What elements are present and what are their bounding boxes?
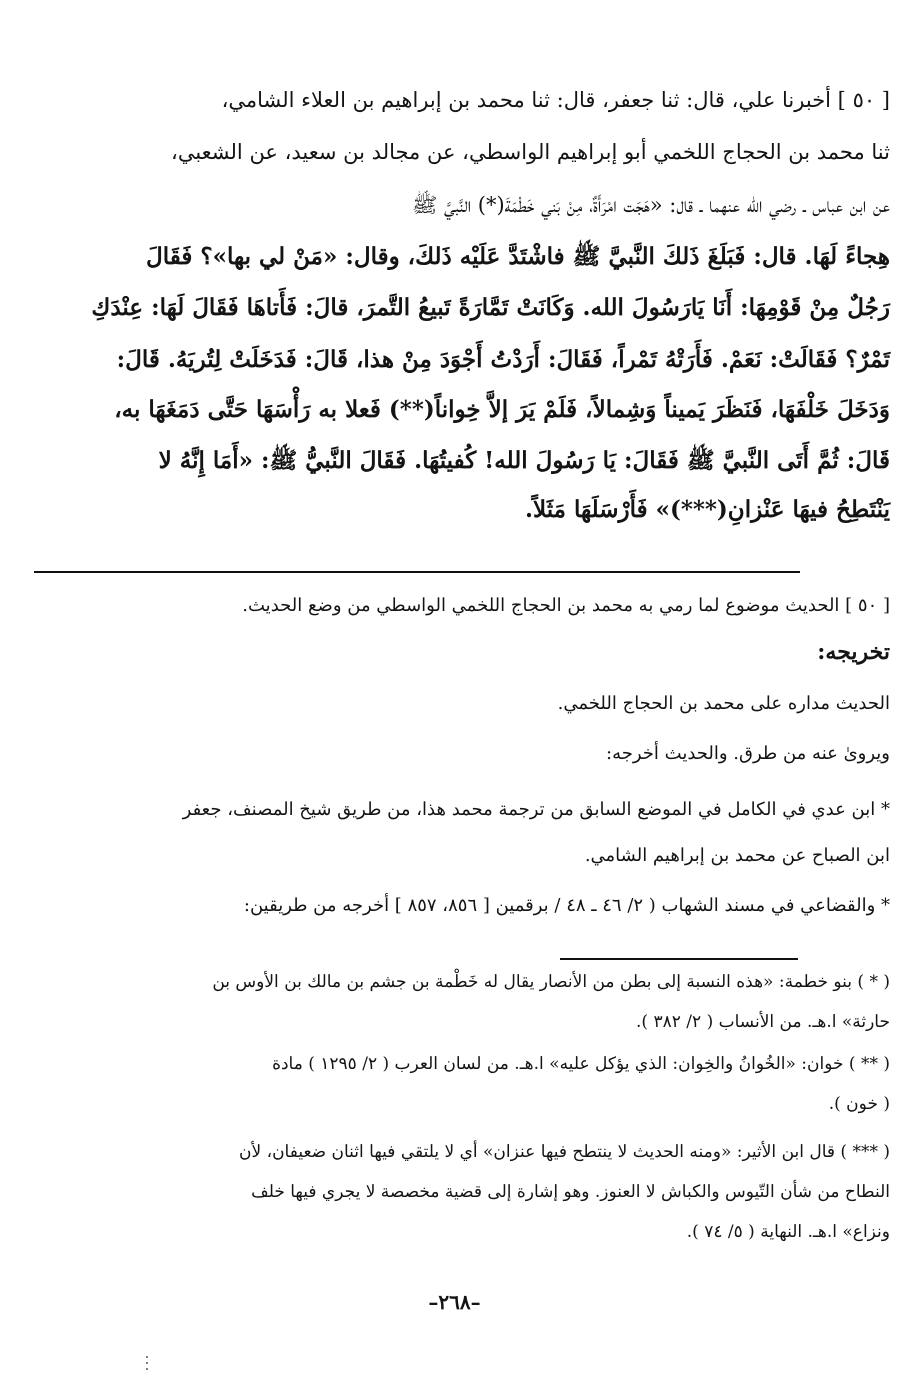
footnote-line: ( ** ) خوان: «الخُوانُ والخِوان: الذي يؤكل عليه» ا.هـ. من لسان العرب ( ٢/ ١٢٩٥ ) مادة — [272, 1054, 890, 1074]
speck — [146, 1368, 148, 1370]
scan-specks — [146, 1356, 150, 1372]
hadith-line: يَنْتَطِحُ فيهَا عَنْزانِ(***)» فَأَرْسَلَهَا مَثَلاً. — [524, 496, 890, 523]
footnote-line: النطاح من شأن التّيوس والكباش لا العنوز. وهو إشارة إلى قضية مخصصة لا يجري فيها خلف — [251, 1182, 890, 1202]
hadith-line: وَدَخَلَ خَلْفَهَا، فَنَظَرَ يَميناً وَشِمالاً، فَلَمْ يَرَ إلاَّ خِواناً(**) فَعلا به رَأْسَهَا حَتَّى دَمَغَهَا به، — [114, 396, 890, 423]
footnote-line: ( * ) بنو خطمة: «هذه النسبة إلى بطن من الأنصار يقال له خَطْمة بن جشم بن مالك بن الأوس بن — [212, 972, 890, 992]
footnote-divider — [560, 958, 798, 960]
hadith-line: ثنا محمد بن الحجاج اللخمي أبو إبراهيم الواسطي، عن مجالد بن سعيد، عن الشعبي، — [171, 140, 890, 164]
footnote-line: ( *** ) قال ابن الأثير: «ومنه الحديث لا ينتطح فيها عنزان» أي لا يلتقي فيها اثنان ضعيفان، لأن — [239, 1142, 890, 1162]
speck — [146, 1362, 148, 1364]
commentary-line: ابن الصباح عن محمد بن إبراهيم الشامي. — [584, 845, 890, 866]
takhrij-heading: تخريجه: — [817, 639, 890, 665]
hadith-line: [ ٥٠ ] أخبرنا علي، قال: ثنا جعفر، قال: ثنا محمد بن إبراهيم بن العلاء الشامي، — [221, 88, 890, 112]
hadith-line: عن ابن عباس ـ رضي الله عنهما ـ قال: «هَجَت امْرَأَةٌ، مِنْ بَني خَطْمَةَ(*) النَّبيَّ ﷺ — [411, 193, 890, 217]
footnote-line: ونزاع» ا.هـ. النهاية ( ٥/ ٧٤ ). — [686, 1222, 890, 1242]
speck — [146, 1356, 148, 1358]
hadith-line: رَجُلٌ مِنْ قَوْمِهَا: أَنَا يَارَسُولَ الله. وَكَانَتْ تَمَّارَةً تَبيعُ التَّمرَ، قالَ: فَأَتاهَا فَقَالَ لَهَا: عِنْدَكِ — [91, 294, 890, 321]
page-number: –٢٦٨– — [428, 1290, 481, 1314]
commentary-line: الحديث مداره على محمد بن الحجاج اللخمي. — [557, 693, 890, 714]
hadith-line: قَالَ: ثُمَّ أَتَى النَّبيَّ ﷺ فَقَالَ: يَا رَسُولَ الله! كُفيتُهَا. فَقَالَ النَّبيُّ ﷺ: «أَمَا إِنَّهُ لا — [158, 447, 890, 474]
hadith-line: تَمْرٌ؟ فَقَالَتْ: نَعَمْ. فَأَرَتْهُ تَمْراً، فَقَالَ: أَرَدْتُ أَجْوَدَ مِنْ هذا، قَالَ: فَدَخَلَتْ لِتُريَهُ. قَالَ: — [116, 346, 890, 373]
footnote-line: حارثة» ا.هـ. من الأنساب ( ٢/ ٣٨٢ ). — [636, 1012, 890, 1032]
commentary-line: ويروىٰ عنه من طرق. والحديث أخرجه: — [606, 743, 890, 764]
verdict-line: [ ٥٠ ] الحديث موضوع لما رمي به محمد بن الحجاج اللخمي الواسطي من وضع الحديث. — [242, 595, 890, 616]
hadith-line: هِجاءً لَهَا. قال: فَبَلَغَ ذَلكَ النَّبيَّ ﷺ فاشْتَدَّ عَلَيْه ذَلكَ، وقال: «مَنْ لي بها»؟ فَقَالَ — [146, 243, 890, 270]
commentary-line: * ابن عدي في الكامل في الموضع السابق من ترجمة محمد هذا، من طريق شيخ المصنف، جعفر — [182, 799, 890, 820]
main-divider — [34, 571, 800, 573]
footnote-line: ( خون ). — [828, 1094, 890, 1114]
commentary-line: * والقضاعي في مسند الشهاب ( ٢/ ٤٦ ـ ٤٨ / برقمين [ ٨٥٦، ٨٥٧ ] أخرجه من طريقين: — [243, 895, 890, 916]
